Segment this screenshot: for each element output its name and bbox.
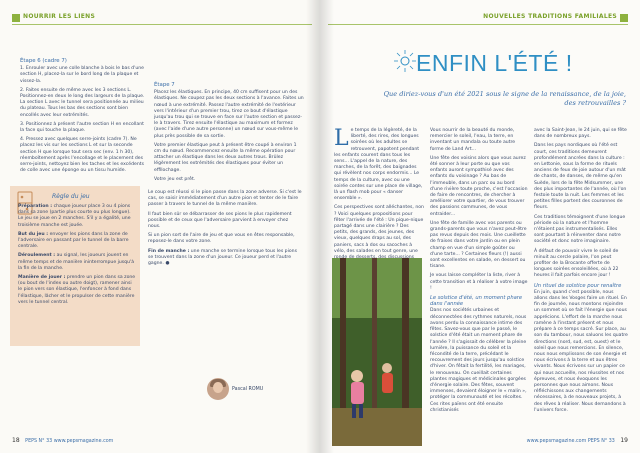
rules-item-label: Déroulement : — [18, 253, 56, 259]
paragraph: Votre jeu est prêt. — [154, 176, 196, 182]
paragraph: Ces traditions témoignent d'une longue période où la nature et l'homme n'étaient pas instrumentalisés. Elles sont pourtant à réinventer dans notre société et donc notre imaginaire. — [534, 214, 626, 245]
rules-item — [18, 253, 136, 272]
paragraph: 2. Faites ensuite de même avec les 3 sections L. Positionnez-en deux le long des largeurs de la plaque. La section L avec le tunnel sera positionnée au milieu du plateau. Tous les bas des sections sont bien encollés avec leur extrémités. — [20, 87, 145, 118]
paragraph: Vous nourrir de la beauté du monde, remercier le soleil, l'eau, la terre, en inventant un mandala ou toute autre forme de Land Art... — [430, 128, 516, 152]
gutter-shadow — [320, 0, 334, 453]
end-of-round — [148, 249, 302, 268]
author-name: Pascal ROMU — [232, 387, 264, 392]
page-number: 19 — [620, 437, 628, 444]
rules-continued — [148, 190, 302, 270]
header-rule — [12, 24, 312, 25]
section-square-icon — [620, 14, 628, 22]
forest-child-photo — [332, 258, 422, 446]
section-tab-right — [480, 13, 640, 23]
rules-item-text: envoyer les pions dans la zone de l'adversaire en passant par le tunnel de la barre centrale. — [18, 231, 129, 250]
paragraph: Placez les élastiques. En principe, 40 cm suffisent pour un des élastiques. Ne coupez pas les deux sections à l'avance. Faites un nœud à une extrémité. Passez l'autre extrémité de l'extérieur vers l'intérieur d'un premier trou, tirez ce bout d'élastique jusqu'au trou qui se trouve en face sur l'autre section et passez-le à travers. Tirez ensuite l'élastique au maximum et formez (avec l'aide d'une autre personne) un nœud sur vous-même le plus près possible de sa sortie. — [154, 90, 304, 139]
right-page — [320, 0, 640, 453]
step6-heading: Étape 6 (cadre 7) — [20, 58, 67, 64]
article-col2 — [430, 128, 528, 417]
header-rule — [328, 24, 628, 25]
paragraph: 1. Enrouler avec une colle blanche à bois le bas d'une section H, placez-la sur le bord long de la plaque et vissez-la. — [20, 66, 144, 84]
end-mark-icon: ● — [165, 261, 170, 267]
footer-right — [527, 437, 628, 444]
rules-item-text: chaque joueur place 3 ou 4 pions dans sa zone (partie plus courte ou plus longue). Le jeu se joue en 2 manches. S'il y a égalité, une troisième manche est jouée. — [18, 204, 131, 228]
paragraph: Il faut bien sûr se débarrasser de ses pions le plus rapidement possible et de ceux que l'adversaire parvient à envoyer chez nous. — [148, 211, 292, 230]
footer-left — [12, 437, 113, 444]
paragraph: Si un pion sort de l'aire de jeu et que vous en êtes responsable, reposez-le dans votre zone. — [148, 233, 295, 245]
end-label: Fin de manche : — [148, 248, 190, 254]
section-tab-label: NOUVELLES TRADITIONS FAMILIALES — [483, 13, 617, 20]
article-col3 — [534, 128, 628, 417]
footer-brand: PEPS N° 33 — [587, 439, 615, 444]
article-title: ENFIN L'ÉTÉ ! — [416, 50, 573, 76]
drop-cap: L — [334, 126, 349, 151]
rules-item-label: But du jeu : — [18, 231, 49, 237]
end-text: une manche se termine lorsque tous les pions se trouvent dans la zone d'un joueur. Ce joueur perd et l'autre gagne. — [148, 248, 297, 267]
paragraph: À défaut de pouvoir vivre le soleil de minuit au cercle polaire, l'on peut profiter de la Brocante offerte de longues soirées ensoleillées, où à 22 heures il fait parfois encore jour ! — [534, 248, 619, 279]
section-square-icon — [12, 14, 20, 22]
rules-item — [18, 204, 136, 229]
rules-item-label: Préparation : — [18, 204, 53, 209]
photo-image — [332, 258, 422, 446]
paragraph: Dans les pays nordiques où l'été est court, ces traditions demeurent profondément ancrées dans la culture : en Lettonie, sous la forme de rituels anciens de feux de joie autour d'un mât de chants, de danses, de même qu'en Suède, lors de la fête Midsummer, une des plus importantes de l'année, où l'on festoie toute la nuit. Les femmes et les petites filles portent des couronnes de fleurs. — [534, 143, 627, 211]
author-avatar — [207, 378, 229, 400]
paragraph: Dans nos sociétés urbaines et déconnectées des rythmes naturels, nous avons perdu la connaissance intime des fêtes. Savez-vous que par le passé, le solstice d'été était un moment phare de l'année ? Il s'agissait de célébrer la pleine lumière, la puissance du soleil et la fécondité de la terre, précédant le recouvrement des jours jusqu'au solstice d'hiver. On fêtait la fertilité, les mariages, le renouveau. On cueillait certaines plantes magiques et médicinales gorgées d'énergie solaire. Des fêtes, souvent immenses, devaient éloigner le « malin », protéger la communauté et les récoltes. Ces rites païens ont été ensuite christianisés — [430, 308, 527, 413]
paragraph: Je vous laisse compléter la liste, river à cette transition et à réaliser à votre image ! — [430, 273, 528, 291]
paragraph: Le coup est réussi si le pion passe dans la zone adverse. Si c'est le cas, se saisir immédiatement d'un autre pion et tenter de le faire passer à travers le tunnel de la même manière. — [148, 190, 302, 208]
assembly-step6 — [20, 58, 146, 177]
paragraph: 3. Positionnez à présent l'autre section H en encollant la face qui touche la plaque. — [20, 121, 144, 134]
ritual-heading: Un rituel de solstice pour renaître — [534, 282, 622, 289]
paragraph — [334, 128, 424, 202]
paragraph: avec la Saint-Jean, le 24 juin, qui se fête dans de nombreux pays. — [534, 128, 627, 140]
paragraph: Ces perspectives sont alléchantes, non ? Voici quelques propositions pour fêter l'arrivée de l'été : Un pique-nique partagé dans une clairière ? Des petits, des grands, des jeunes, des vieux, quelques draps au sol, des paniers, sacs à dos ou sacoches à vélo, des salades en tout genre, une — [334, 205, 424, 254]
solstice-heading: Le solstice d'été, un moment phare dans l'année — [430, 295, 523, 308]
rules-text — [18, 204, 136, 309]
gutter-shadow — [306, 0, 320, 453]
page-number: 18 — [12, 437, 20, 444]
footer-brand: PEPS N° 33 — [25, 439, 53, 444]
article-subtitle: Que diriez-vous d'un été 2021 sous le signe de la renaissance, de la joie, des retrouvailles ? — [383, 90, 626, 107]
paragraph: Une fête de famille avec vos parents ou grands-parents que vous n'avez peut-être pas revus depuis des mois. Une cueillette de fraises dans votre jardin ou en plein champ en vue d'un simple goûter ou d'une tarte... ? Certaines fleurs (!) aussi sont excellentes en salade, en dessert ou tisane. — [430, 220, 527, 270]
section-tab-label: NOURRIR LES LIENS — [23, 13, 96, 20]
assembly-step7 — [154, 82, 304, 186]
rules-item-text: prendre un pion dans sa zone (ou bout de l'index ou autre doigt), ramener ainsi le pion vers son élastique, l'enfoncer à fond dans l'élastique, lâcher et le propulser de cette manière vers le tunnel central. — [18, 275, 136, 305]
rules-item-label: Manière de jouer : — [18, 275, 66, 281]
footer-url: www.pepsmagazine.com — [526, 439, 587, 444]
footer-url: www.pepsmagazine.com — [53, 439, 114, 444]
sun-icon — [392, 48, 418, 74]
rules-item-text: au signal, les joueurs jouent en même temps et de manière ininterrompue jusqu'à la fin de la manche. — [18, 253, 135, 271]
section-tab-left — [0, 13, 96, 23]
step7-heading: Étape 7 — [154, 82, 175, 88]
paragraph: En juin, quand c'est possible, nous allons dans les Vosges faire un rituel. En fin de journée, nous montons rejoindre un sommet où se fait l'énergie que nous apprécions. L'effort de la marche nous ramène à l'instant présent et nous prépare à ce temps sacré. Sur place, au son du tambour, nous saluons les quatre directions (nord, sud, est, ouest) et le soleil que nous remercions. En silence, nous nous emplissons de son énergie et nous écrivons à la terre et aux êtres vivants. Nous écrivons sur un papier ce qui nous accueille, nos réussites et nos épreuves, et nous évoquons les personnes que nous aimons. Nous réfléchissons aux changements nécessaires, à de nouveaux projets, à des rêves à réaliser. Nous demandons à l'univers force. — [534, 289, 628, 413]
paragraph-text: e temps de la légèreté, de la liberté, des rires, des longues soirées où les adultes se retrouvent, papotent pendant les enfants courent dans tous les sens... L'appel de la nature, des marches, de la forêt, des baignades qui révèlent nos corps endormis... Le temps de la culture, avec ou une soirée contes sur une place de village, là un flash mob pour « danser ensemble ». — [334, 128, 423, 202]
rules-item — [18, 232, 136, 251]
paragraph: 4. Pressez avec quelques serre-joints (cadre 7). Ne placez les vis sur les sections L et sur la seconde section H que lorsque tout sera sec (env. 1 h 30), réemboîtement après l'encollage et le placement des serre-joints, nettoyez bien les taches et les excédents de colle avec une éponge ou un tissu humide. — [20, 137, 144, 174]
rules-title: Règle du jeu — [52, 193, 90, 200]
paragraph: Une fête des voisins alors que vous aurez été sonner à leur porte ou que vos enfants auront sympathisé avec des enfants du voisinage ? Au bas de l'immeuble, dans un parc ou au bord d'une rivière toute proche, c'est l'occasion de faire de rencontres, de chercher à améliorer votre quartier, de vous trouver des passions communes, de vous entraider... — [430, 155, 528, 217]
rules-item — [18, 275, 136, 306]
paragraph: Votre premier élastique peut à présent être coupé à environ 1 cm du nœud. Recommencez ensuite la même opération pour attacher un élastique dans les deux autres trous. Brûlez légèrement les extrémités des élastiques pour éviter un effilochage. — [154, 142, 297, 173]
